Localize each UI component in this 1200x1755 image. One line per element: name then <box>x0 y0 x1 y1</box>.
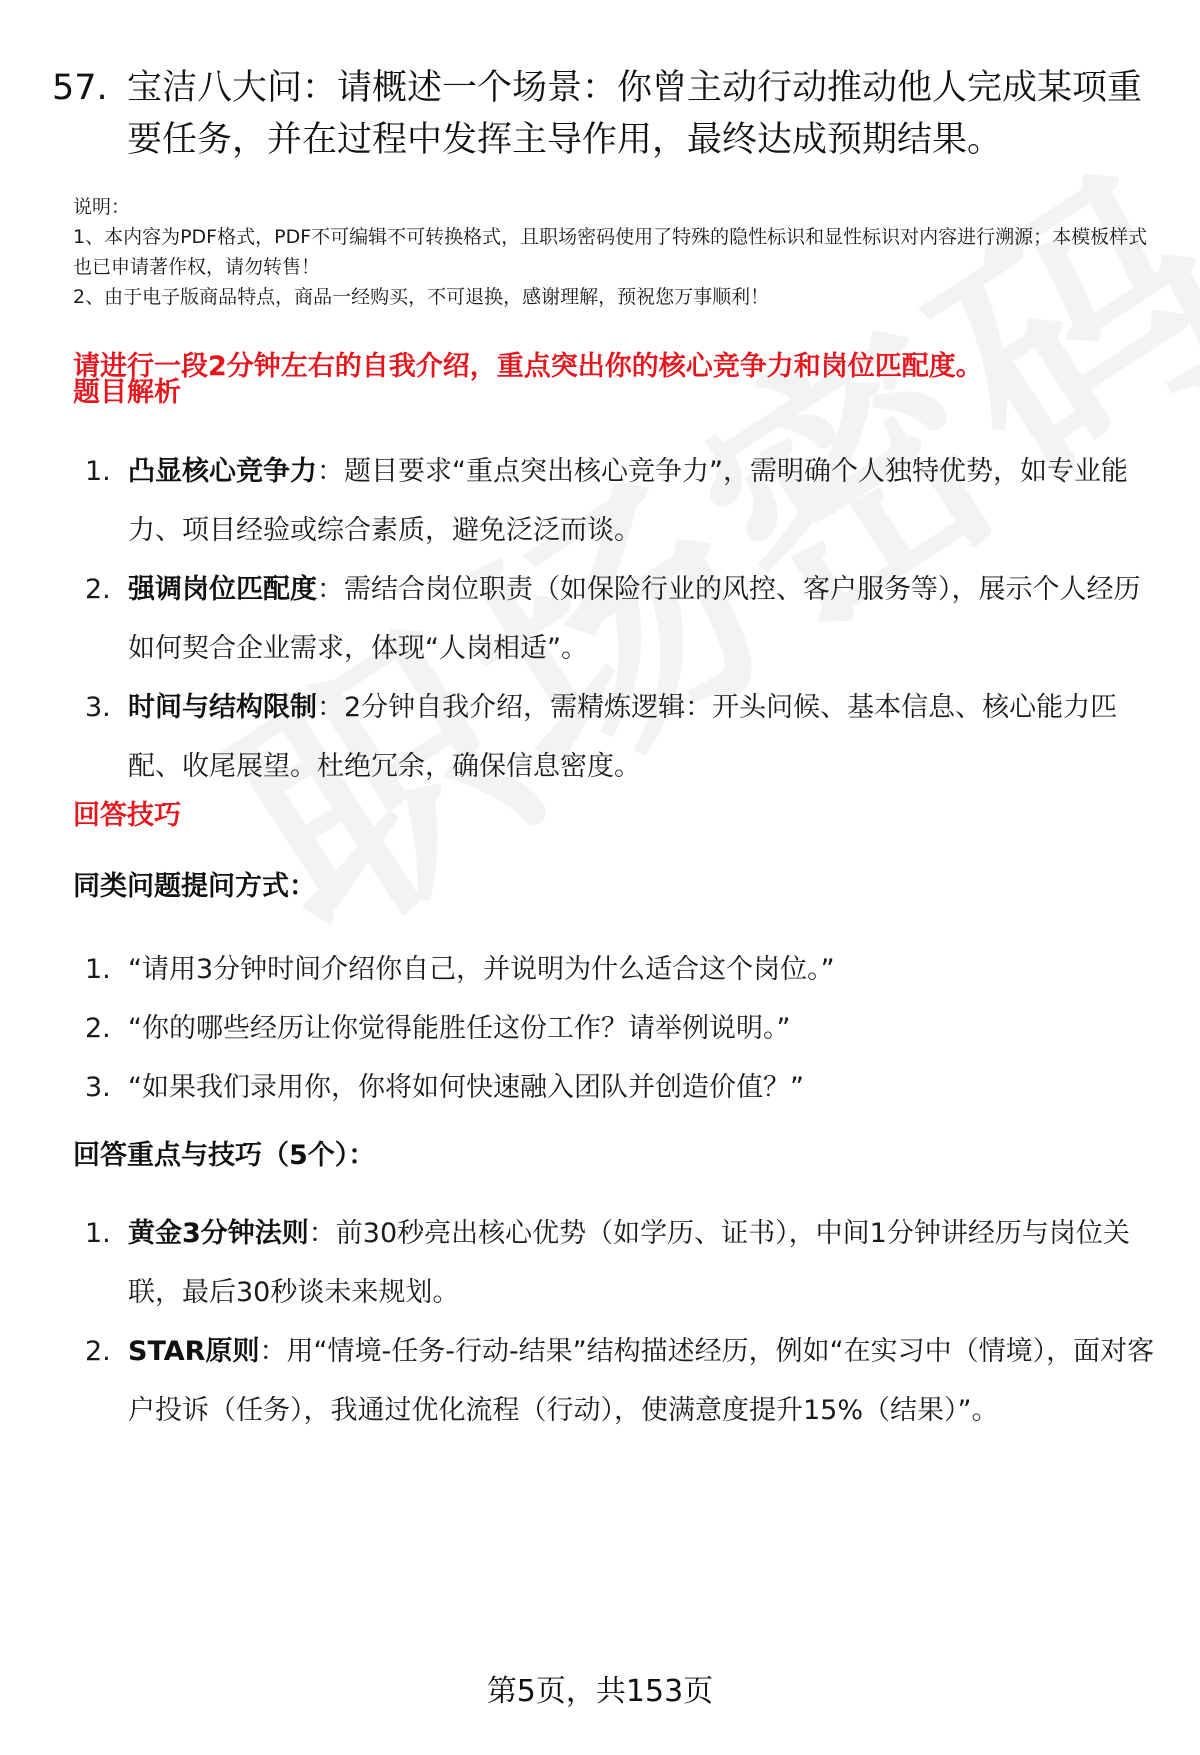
list-item-number: 2. <box>85 1336 111 1367</box>
notes-block <box>73 192 1163 312</box>
list-item-bold: 强调岗位匹配度 <box>128 574 317 605</box>
list-item-bold: 凸显核心竞争力 <box>128 456 317 487</box>
page-footer: 第5页，共153页 <box>486 1674 714 1709</box>
list-item-bold: 时间与结构限制 <box>128 692 317 723</box>
list-item <box>85 678 1160 796</box>
list-item-text: ：需结合岗位职责（如保险行业的风控、客户服务等），展示个人经历如何契合企业需求，体现“人岗相适”。 <box>128 574 1141 664</box>
question-title-text: 宝洁八大问：请概述一个场景：你曾主动行动推动他人完成某项重要任务，并在过程中发挥主导作用，最终达成预期结果。 <box>127 68 1143 160</box>
list-item <box>85 442 1160 560</box>
list-item-number: 1. <box>85 1218 111 1249</box>
key-points-heading: 回答重点与技巧（5个）： <box>73 1140 376 1171</box>
question-title <box>52 62 1152 166</box>
list-item-number: 3. <box>85 1072 111 1103</box>
list-item-text: “请用3分钟时间介绍你自己，并说明为什么适合这个岗位。” <box>128 954 835 985</box>
list-item <box>85 1204 1160 1322</box>
key-points-list <box>85 1204 1160 1440</box>
list-item-text: ：用“情境-任务-行动-结果”结构描述经历，例如“在实习中（情境），面对客户投诉（任务），我通过优化流程（行动），使满意度提升15%（结果）”。 <box>128 1336 1155 1426</box>
list-item-number: 3. <box>85 692 111 723</box>
list-item-text: ：前30秒亮出核心优势（如学历、证书），中间1分钟讲经历与岗位关联，最后30秒谈未来规划。 <box>128 1218 1130 1308</box>
list-item-bold: 黄金3分钟法则 <box>128 1218 309 1249</box>
list-item <box>85 999 1160 1058</box>
notes-heading: 说明： <box>73 196 131 218</box>
list-item-number: 2. <box>85 1013 111 1044</box>
notes-line-2: 2、由于电子版商品特点，商品一经购买，不可退换，感谢理解，预祝您万事顺利！ <box>73 286 770 308</box>
list-item <box>85 1058 1160 1117</box>
question-number: 57. <box>52 68 108 108</box>
list-item-text: “如果我们录用你，你将如何快速融入团队并创造价值？” <box>128 1072 804 1103</box>
similar-questions-list <box>85 940 1160 1117</box>
list-item <box>85 1322 1160 1440</box>
list-item <box>85 560 1160 678</box>
interview-prompt: 请进行一段2分钟左右的自我介绍，重点突出你的核心竞争力和岗位匹配度。 <box>73 351 983 382</box>
list-item-number: 2. <box>85 574 111 605</box>
list-item <box>85 940 1160 999</box>
similar-questions-heading: 同类问题提问方式： <box>73 871 316 902</box>
list-item-text: ：题目要求“重点突出核心竞争力”，需明确个人独特优势，如专业能力、项目经验或综合素质，避免泛泛而谈。 <box>128 456 1128 546</box>
list-item-number: 1. <box>85 456 111 487</box>
notes-line-1: 1、本内容为PDF格式，PDF不可编辑不可转换格式，且职场密码使用了特殊的隐性标识和显性标识对内容进行溯源；本模板样式也已申请著作权，请勿转售！ <box>73 226 1148 278</box>
analysis-list <box>85 442 1160 796</box>
list-item-bold: STAR原则 <box>128 1336 260 1367</box>
list-item-text: ：2分钟自我介绍，需精炼逻辑：开头问候、基本信息、核心能力匹配、收尾展望。杜绝冗余，确保信息密度。 <box>128 692 1118 782</box>
tips-heading: 回答技巧 <box>73 800 181 831</box>
list-item-number: 1. <box>85 954 111 985</box>
analysis-heading: 题目解析 <box>73 377 181 408</box>
list-item-text: “你的哪些经历让你觉得能胜任这份工作？请举例说明。” <box>128 1013 791 1044</box>
